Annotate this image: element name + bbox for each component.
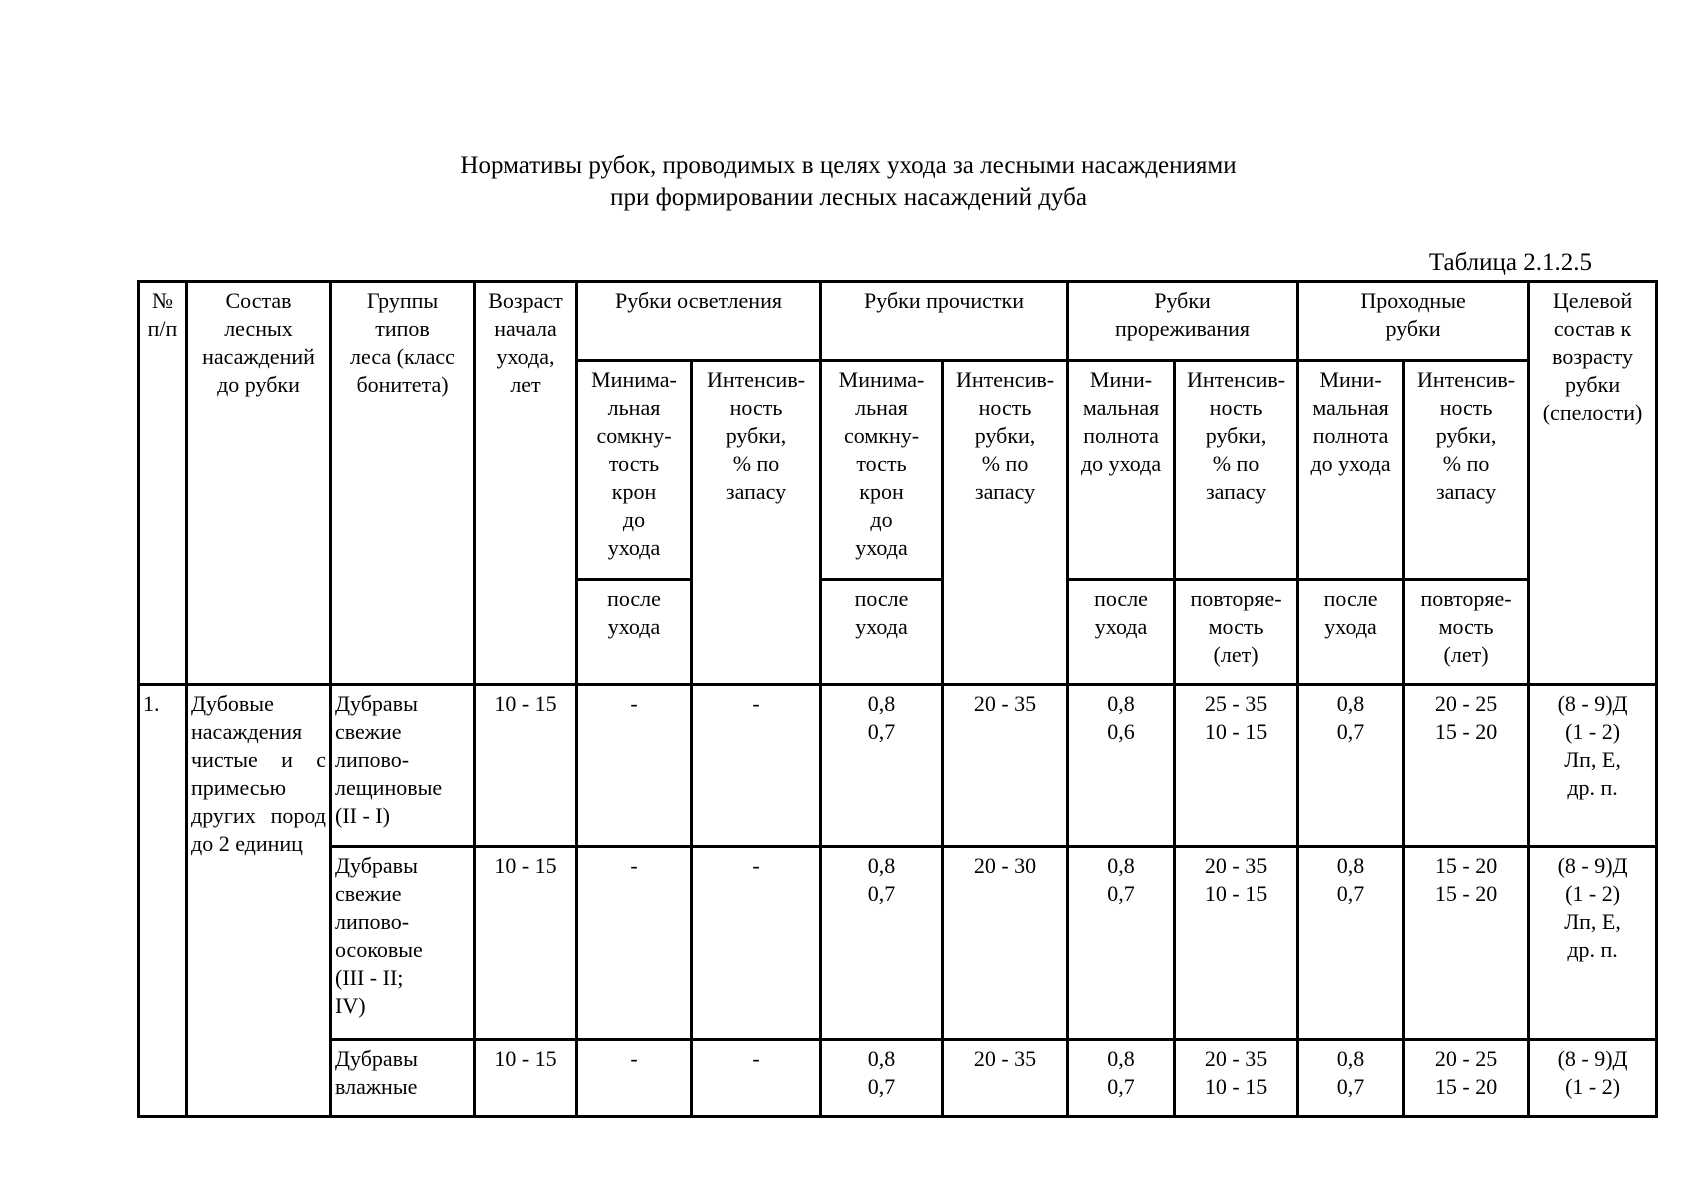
header-thinning-intensity: Интенсив- ность рубки, % по запасу	[1175, 361, 1298, 580]
row-cleaning-closure: 0,8 0,7	[821, 847, 943, 1040]
header-cleaning-after: после ухода	[821, 580, 943, 685]
header-num: № п/п	[139, 282, 187, 685]
row-lightening-closure: -	[577, 1040, 692, 1117]
row-passing-density: 0,8 0,7	[1298, 847, 1404, 1040]
header-lightening-intensity: Интенсив- ность рубки, % по запасу	[692, 361, 821, 685]
title-line-2: при формировании лесных насаждений дуба	[610, 184, 1087, 211]
header-thinning: Рубки прореживания	[1068, 282, 1298, 361]
row-thinning-density: 0,8 0,7	[1068, 1040, 1175, 1117]
header-target: Целевой состав к возрасту рубки (спелости)	[1529, 282, 1657, 685]
row-target: (8 - 9)Д (1 - 2) Лп, Е, др. п.	[1529, 685, 1657, 847]
row-passing-density: 0,8 0,7	[1298, 1040, 1404, 1117]
header-lightening-closure: Минима- льная сомкну- тость крон до ухода	[577, 361, 692, 580]
header-cleaning: Рубки прочистки	[821, 282, 1068, 361]
row-group: Дубравы влажные	[331, 1040, 475, 1117]
header-age: Возраст начала ухода, лет	[475, 282, 577, 685]
row-composition: Дубовые насаждения чистые и с примесью других пород до 2 единиц	[187, 685, 331, 1117]
row-lightening-intensity: -	[692, 1040, 821, 1117]
row-thinning-density: 0,8 0,7	[1068, 847, 1175, 1040]
row-cleaning-closure: 0,8 0,7	[821, 685, 943, 847]
norms-table	[137, 280, 1658, 1118]
row-cleaning-closure: 0,8 0,7	[821, 1040, 943, 1117]
row-passing-density: 0,8 0,7	[1298, 685, 1404, 847]
row-lightening-closure: -	[577, 847, 692, 1040]
table-number: Таблица 2.1.2.5	[1428, 249, 1592, 276]
row-num: 1.	[139, 685, 187, 1117]
header-passing-density: Мини- мальная полнота до ухода	[1298, 361, 1404, 580]
title-line-1: Нормативы рубок, проводимых в целях ухода за лесными насаждениями	[460, 152, 1237, 179]
row-age: 10 - 15	[475, 847, 577, 1040]
row-cleaning-intensity: 20 - 35	[943, 1040, 1068, 1117]
row-age: 10 - 15	[475, 685, 577, 847]
header-composition: Состав лесных насаждений до рубки	[187, 282, 331, 685]
row-age: 10 - 15	[475, 1040, 577, 1117]
header-forest-groups: Группы типов леса (класс бонитета)	[331, 282, 475, 685]
row-passing-intensity: 20 - 25 15 - 20	[1404, 685, 1529, 847]
header-passing-repeat: повторяе- мость (лет)	[1404, 580, 1529, 685]
row-cleaning-intensity: 20 - 30	[943, 847, 1068, 1040]
header-thinning-after: после ухода	[1068, 580, 1175, 685]
row-target: (8 - 9)Д (1 - 2)	[1529, 1040, 1657, 1117]
row-lightening-closure: -	[577, 685, 692, 847]
header-thinning-density: Мини- мальная полнота до ухода	[1068, 361, 1175, 580]
header-lightening: Рубки осветления	[577, 282, 821, 361]
header-cleaning-intensity: Интенсив- ность рубки, % по запасу	[943, 361, 1068, 685]
row-passing-intensity: 20 - 25 15 - 20	[1404, 1040, 1529, 1117]
header-lightening-after: после ухода	[577, 580, 692, 685]
table-row	[139, 847, 1657, 1040]
header-thinning-repeat: повторяе- мость (лет)	[1175, 580, 1298, 685]
header-passing: Проходные рубки	[1298, 282, 1529, 361]
row-thinning-intensity: 20 - 35 10 - 15	[1175, 1040, 1298, 1117]
table-row	[139, 685, 1657, 847]
row-group: Дубравы свежие липово- лещиновые (II - I)	[331, 685, 475, 847]
row-thinning-intensity: 20 - 35 10 - 15	[1175, 847, 1298, 1040]
header-passing-after: после ухода	[1298, 580, 1404, 685]
row-thinning-intensity: 25 - 35 10 - 15	[1175, 685, 1298, 847]
row-thinning-density: 0,8 0,6	[1068, 685, 1175, 847]
row-cleaning-intensity: 20 - 35	[943, 685, 1068, 847]
header-row-1	[139, 282, 1657, 361]
table-row	[139, 1040, 1657, 1117]
row-lightening-intensity: -	[692, 847, 821, 1040]
page-title	[0, 150, 1697, 214]
row-group: Дубравы свежие липово- осоковые (III - II; IV)	[331, 847, 475, 1040]
row-target: (8 - 9)Д (1 - 2) Лп, Е, др. п.	[1529, 847, 1657, 1040]
row-passing-intensity: 15 - 20 15 - 20	[1404, 847, 1529, 1040]
header-cleaning-closure: Минима- льная сомкну- тость крон до ухода	[821, 361, 943, 580]
row-lightening-intensity: -	[692, 685, 821, 847]
header-passing-intensity: Интенсив- ность рубки, % по запасу	[1404, 361, 1529, 580]
